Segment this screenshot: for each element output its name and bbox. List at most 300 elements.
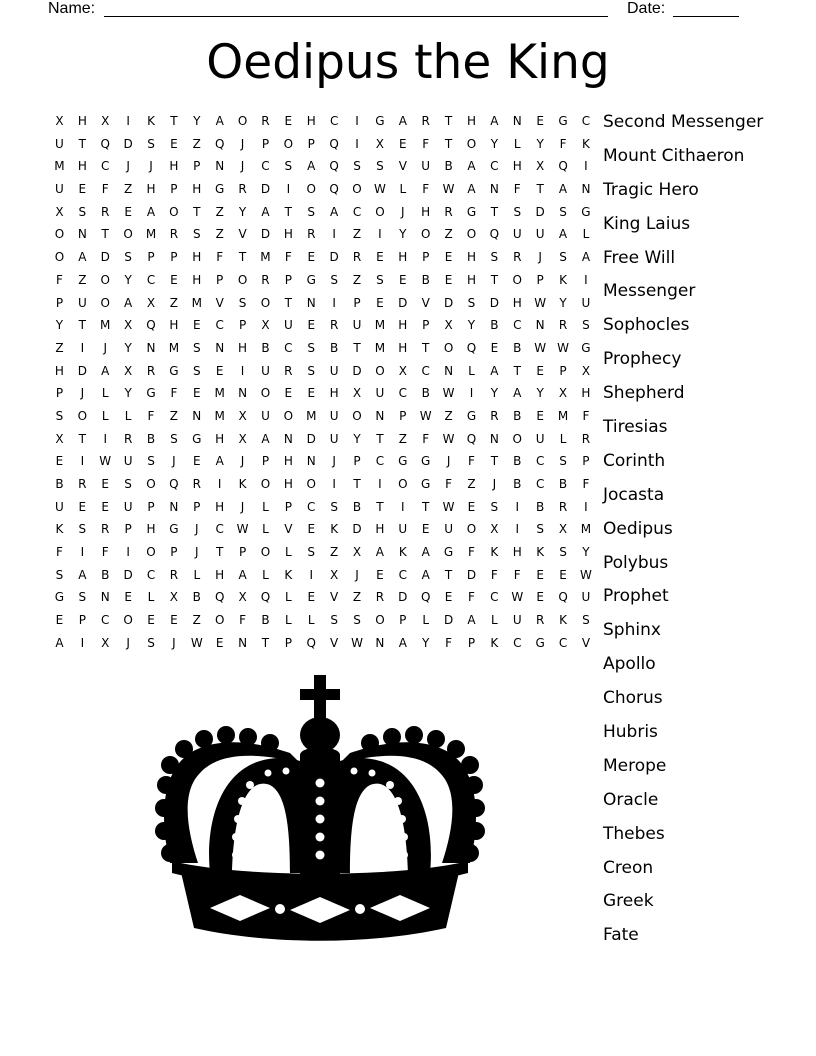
grid-letter: C [261,159,270,174]
grid-letter: A [467,613,476,628]
word-list-item: Tragic Hero [603,179,699,200]
grid-letter: X [444,318,453,333]
grid-letter: L [285,545,292,560]
grid-letter: T [422,340,430,355]
grid-letter: R [375,590,385,605]
grid-letter: O [260,295,271,310]
grid-letter: G [421,454,431,469]
grid-letter: L [124,408,132,423]
grid-letter: G [466,204,477,219]
grid-letter: H [421,204,431,219]
grid-letter: T [536,182,544,197]
grid-letter: S [307,204,316,219]
grid-letter: E [124,204,132,219]
grid-letter: C [490,590,499,605]
grid-letter: G [375,114,385,128]
grid-letter: J [195,522,199,537]
grid-letter: P [422,250,430,265]
grid-letter: X [55,204,64,219]
grid-letter: X [124,363,133,378]
grid-letter: E [78,499,87,514]
grid-letter: O [306,477,316,491]
grid-letter: H [146,522,156,537]
grid-letter: K [238,477,247,491]
grid-letter: G [146,386,156,401]
grid-letter: E [101,477,110,491]
word-list [603,109,813,956]
grid-letter: J [172,635,176,650]
grid-letter: K [559,613,567,628]
grid-letter: H [329,386,339,401]
grid-letter: J [538,250,542,265]
grid-letter: C [215,522,224,537]
grid-letter: O [77,408,88,423]
grid-letter: Q [214,590,225,605]
grid-letter: D [306,431,316,446]
grid-letter: Y [582,545,590,560]
grid-letter: I [584,272,588,287]
grid-row [48,496,598,519]
grid-letter: O [260,545,271,560]
word-list-item: King Laius [603,213,691,234]
grid-letter: O [100,272,110,287]
grid-row [48,541,598,564]
grid-letter: H [398,340,408,355]
grid-letter: J [195,545,199,560]
grid-letter: P [422,318,430,333]
grid-letter: S [353,159,361,174]
grid-letter: H [283,454,293,469]
grid-letter: Z [330,545,339,560]
grid-letter: S [330,272,338,287]
grid-row [48,609,598,632]
grid-letter: S [147,136,155,151]
grid-letter: W [442,431,455,446]
grid-letter: C [101,159,110,174]
grid-letter: Y [536,386,544,401]
grid-letter: R [169,567,179,582]
grid-letter: P [238,545,247,560]
word-list-item: Creon [603,857,654,878]
grid-letter: T [284,204,293,219]
grid-letter: G [558,114,568,128]
grid-letter: A [421,567,430,582]
grid-letter: O [375,204,385,219]
grid-letter: H [306,114,316,128]
grid-letter: E [536,408,544,423]
grid-letter: I [378,227,382,242]
grid-letter: E [307,590,316,605]
grid-letter: O [169,204,179,219]
grid-letter: E [376,567,384,582]
grid-letter: M [54,159,65,174]
grid-letter: T [78,136,86,151]
word-list-item: Prophet [603,586,669,607]
grid-letter: U [55,136,64,151]
grid-letter: P [193,499,201,514]
grid-letter: M [306,408,317,423]
grid-letter: D [123,567,133,582]
grid-letter: O [466,136,477,151]
grid-letter: X [375,136,385,151]
grid-letter: H [192,272,202,287]
name-field[interactable] [104,16,608,17]
word-list-item: Oedipus [603,518,673,539]
grid-letter: J [401,204,405,219]
grid-letter: F [101,182,109,197]
grid-letter: U [421,159,431,174]
grid-letter: H [77,159,87,174]
grid-letter: Q [260,590,271,605]
grid-letter: H [375,522,385,537]
grid-letter: O [54,227,65,242]
grid-letter: O [398,477,408,491]
grid-letter: G [169,522,179,537]
grid-letter: N [581,182,591,197]
grid-letter: L [468,363,475,378]
grid-letter: L [101,408,109,423]
grid-letter: J [332,454,336,469]
grid-letter: P [261,136,270,151]
grid-letter: O [512,272,522,287]
grid-letter: C [284,340,293,355]
grid-letter: M [260,250,271,265]
grid-letter: M [374,318,386,333]
grid-letter: E [444,250,453,265]
grid-letter: L [559,431,567,446]
page-title: Oedipus the King [206,35,610,90]
grid-letter: K [398,545,407,560]
grid-letter: O [123,227,133,242]
grid-letter: G [443,545,454,560]
grid-letter: N [375,635,385,650]
grid-letter: N [283,431,293,446]
grid-letter: A [490,363,499,378]
grid-letter: X [398,363,407,378]
grid-letter: M [214,408,225,423]
grid-letter: I [103,431,107,446]
grid-letter: E [192,386,201,401]
grid-letter: X [558,522,568,537]
grid-letter: L [285,613,292,628]
grid-letter: J [126,635,130,650]
grid-letter: X [352,545,362,560]
grid-letter: N [238,386,248,401]
grid-letter: F [582,408,590,423]
word-list-item: Sphinx [603,620,661,641]
grid-letter: V [238,227,247,242]
grid-letter: T [238,250,247,265]
grid-letter: B [444,159,453,174]
grid-letter: W [442,499,455,514]
grid-letter: N [100,590,110,605]
grid-letter: N [77,227,87,242]
grid-letter: Z [352,227,362,242]
grid-letter: E [284,386,293,401]
grid-letter: D [260,182,271,197]
grid-letter: T [444,136,453,151]
grid-letter: B [513,408,522,423]
grid-letter: O [443,340,454,355]
grid-letter: U [77,295,87,310]
grid-letter: Y [467,318,476,333]
date-field[interactable] [673,16,739,17]
grid-letter: E [399,136,407,151]
grid-letter: I [126,545,130,560]
grid-letter: T [353,340,361,355]
grid-letter: Y [536,136,544,151]
grid-row [48,382,598,405]
grid-letter: I [584,499,588,514]
grid-letter: T [78,318,86,333]
grid-letter: K [284,567,293,582]
grid-letter: T [261,635,270,650]
grid-letter: F [239,613,247,628]
grid-letter: E [536,567,544,582]
grid-letter: P [170,250,178,265]
grid-letter: A [558,182,568,197]
grid-letter: D [352,363,362,378]
grid-letter: R [123,431,133,446]
grid-letter: Z [55,340,64,355]
grid-letter: C [513,318,522,333]
grid-letter: P [467,635,476,650]
grid-letter: P [582,454,590,469]
grid-letter: O [466,227,477,242]
grid-letter: H [192,250,202,265]
grid-letter: P [170,182,178,197]
grid-letter: J [80,386,85,401]
grid-letter: R [101,204,110,219]
grid-letter: L [513,136,521,151]
grid-letter: R [352,250,362,265]
grid-letter: O [54,250,65,265]
grid-letter: C [307,499,316,514]
grid-letter: Y [193,114,201,128]
grid-letter: U [352,318,362,333]
grid-letter: W [442,386,455,401]
grid-letter: C [535,454,545,469]
grid-letter: P [261,454,270,469]
grid-letter: B [330,340,339,355]
grid-letter: W [419,408,432,423]
grid-letter: R [490,408,499,423]
grid-letter: Q [169,477,179,491]
grid-letter: T [216,545,224,560]
grid-letter: P [559,363,567,378]
grid-letter: J [172,454,176,469]
grid-row [48,473,598,496]
grid-letter: O [306,182,316,197]
grid-letter: X [330,567,339,582]
grid-row [48,292,598,315]
grid-letter: Q [214,136,225,151]
grid-row [48,269,598,292]
grid-letter: J [492,477,497,491]
grid-letter: R [535,613,545,628]
grid-letter: Z [169,295,179,310]
grid-letter: E [467,499,476,514]
grid-letter: L [422,613,430,628]
grid-row [48,360,598,383]
grid-row [48,564,598,587]
grid-letter: Z [169,408,179,423]
grid-letter: E [215,635,224,650]
grid-letter: S [536,522,544,537]
grid-letter: T [353,477,361,491]
grid-letter: I [286,182,291,197]
grid-letter: B [490,318,499,333]
grid-row [48,155,598,178]
grid-letter: C [535,477,545,491]
grid-letter: Z [215,204,224,219]
grid-letter: E [307,250,316,265]
grid-letter: Z [467,477,476,491]
grid-letter: Q [146,318,156,333]
grid-letter: P [353,454,361,469]
grid-letter: N [375,408,385,423]
grid-letter: D [100,250,110,265]
grid-letter: Y [124,272,132,287]
grid-letter: R [558,499,568,514]
header [0,0,816,20]
grid-letter: J [240,159,245,174]
grid-letter: I [401,499,405,514]
grid-letter: O [123,613,133,628]
grid-letter: Z [444,227,453,242]
grid-letter: H [215,499,225,514]
grid-letter: T [490,204,499,219]
grid-letter: X [238,431,247,446]
word-list-item: Messenger [603,281,696,302]
grid-letter: S [376,272,384,287]
grid-letter: O [100,295,110,310]
grid-letter: C [101,613,110,628]
grid-letter: M [374,340,386,355]
letter-grid [48,110,598,650]
grid-letter: I [332,295,336,310]
grid-letter: A [238,567,247,582]
grid-letter: F [559,136,567,151]
grid-letter: O [214,613,225,628]
grid-letter: T [284,295,293,310]
grid-letter: Z [352,272,362,287]
grid-letter: G [54,590,65,605]
date-label: Date: [627,0,666,17]
grid-letter: I [355,114,359,128]
grid-letter: S [284,159,293,174]
grid-letter: E [536,114,544,128]
grid-letter: U [55,182,64,197]
grid-letter: E [444,272,453,287]
grid-letter: J [103,340,107,355]
grid-letter: D [329,250,339,265]
grid-letter: A [261,204,270,219]
grid-letter: A [398,635,407,650]
grid-letter: S [78,204,87,219]
grid-row [48,201,598,224]
grid-letter: X [124,318,133,333]
grid-letter: Z [124,182,133,197]
grid-letter: E [192,318,201,333]
grid-letter: G [535,635,545,650]
grid-letter: P [193,159,201,174]
grid-letter: L [262,522,269,537]
grid-letter: S [490,250,499,265]
grid-letter: R [192,477,201,491]
grid-letter: B [513,340,522,355]
grid-letter: R [101,522,110,537]
grid-letter: O [146,545,156,560]
word-list-item: Free Will [603,247,676,268]
grid-letter: H [169,318,179,333]
grid-letter: U [535,431,545,446]
grid-letter: L [147,590,155,605]
word-list-item: Prophecy [603,349,682,370]
grid-letter: S [582,613,590,628]
word-list-item: Greek [603,891,654,912]
grid-letter: Y [422,635,430,650]
grid-letter: H [146,182,156,197]
grid-letter: N [238,635,248,650]
grid-letter: C [490,159,499,174]
grid-letter: X [238,590,247,605]
grid-letter: I [515,522,520,537]
grid-letter: S [582,318,590,333]
grid-letter: P [238,318,247,333]
grid-letter: H [512,295,522,310]
grid-row [48,110,598,133]
grid-letter: Y [399,227,407,242]
grid-letter: T [101,227,109,242]
grid-letter: R [146,363,156,378]
grid-letter: I [515,499,520,514]
grid-letter: O [283,408,294,423]
grid-letter: P [399,613,407,628]
grid-letter: S [559,204,567,219]
grid-letter: J [126,159,130,174]
grid-letter: C [146,567,156,582]
grid-letter: V [284,522,293,537]
grid-letter: U [283,318,293,333]
name-label: Name: [48,0,96,17]
grid-letter: Q [558,590,568,605]
grid-letter: S [490,499,499,514]
grid-letter: W [534,340,547,355]
grid-row [48,405,598,428]
grid-letter: M [100,318,111,333]
grid-letter: L [101,386,109,401]
crown-icon [150,673,490,953]
grid-letter: F [422,136,430,151]
grid-letter: O [260,386,271,401]
grid-letter: E [78,182,87,197]
grid-letter: R [169,227,179,242]
grid-letter: F [422,182,430,197]
word-list-item: Second Messenger [603,112,764,132]
grid-letter: U [581,295,591,310]
grid-letter: A [398,114,407,128]
grid-letter: D [466,567,477,582]
grid-row [48,314,598,337]
grid-letter: S [170,431,178,446]
grid-letter: P [78,613,86,628]
grid-letter: A [467,159,476,174]
grid-letter: K [536,545,545,560]
grid-letter: X [261,318,270,333]
grid-letter: J [149,159,153,174]
grid-letter: I [80,545,85,560]
